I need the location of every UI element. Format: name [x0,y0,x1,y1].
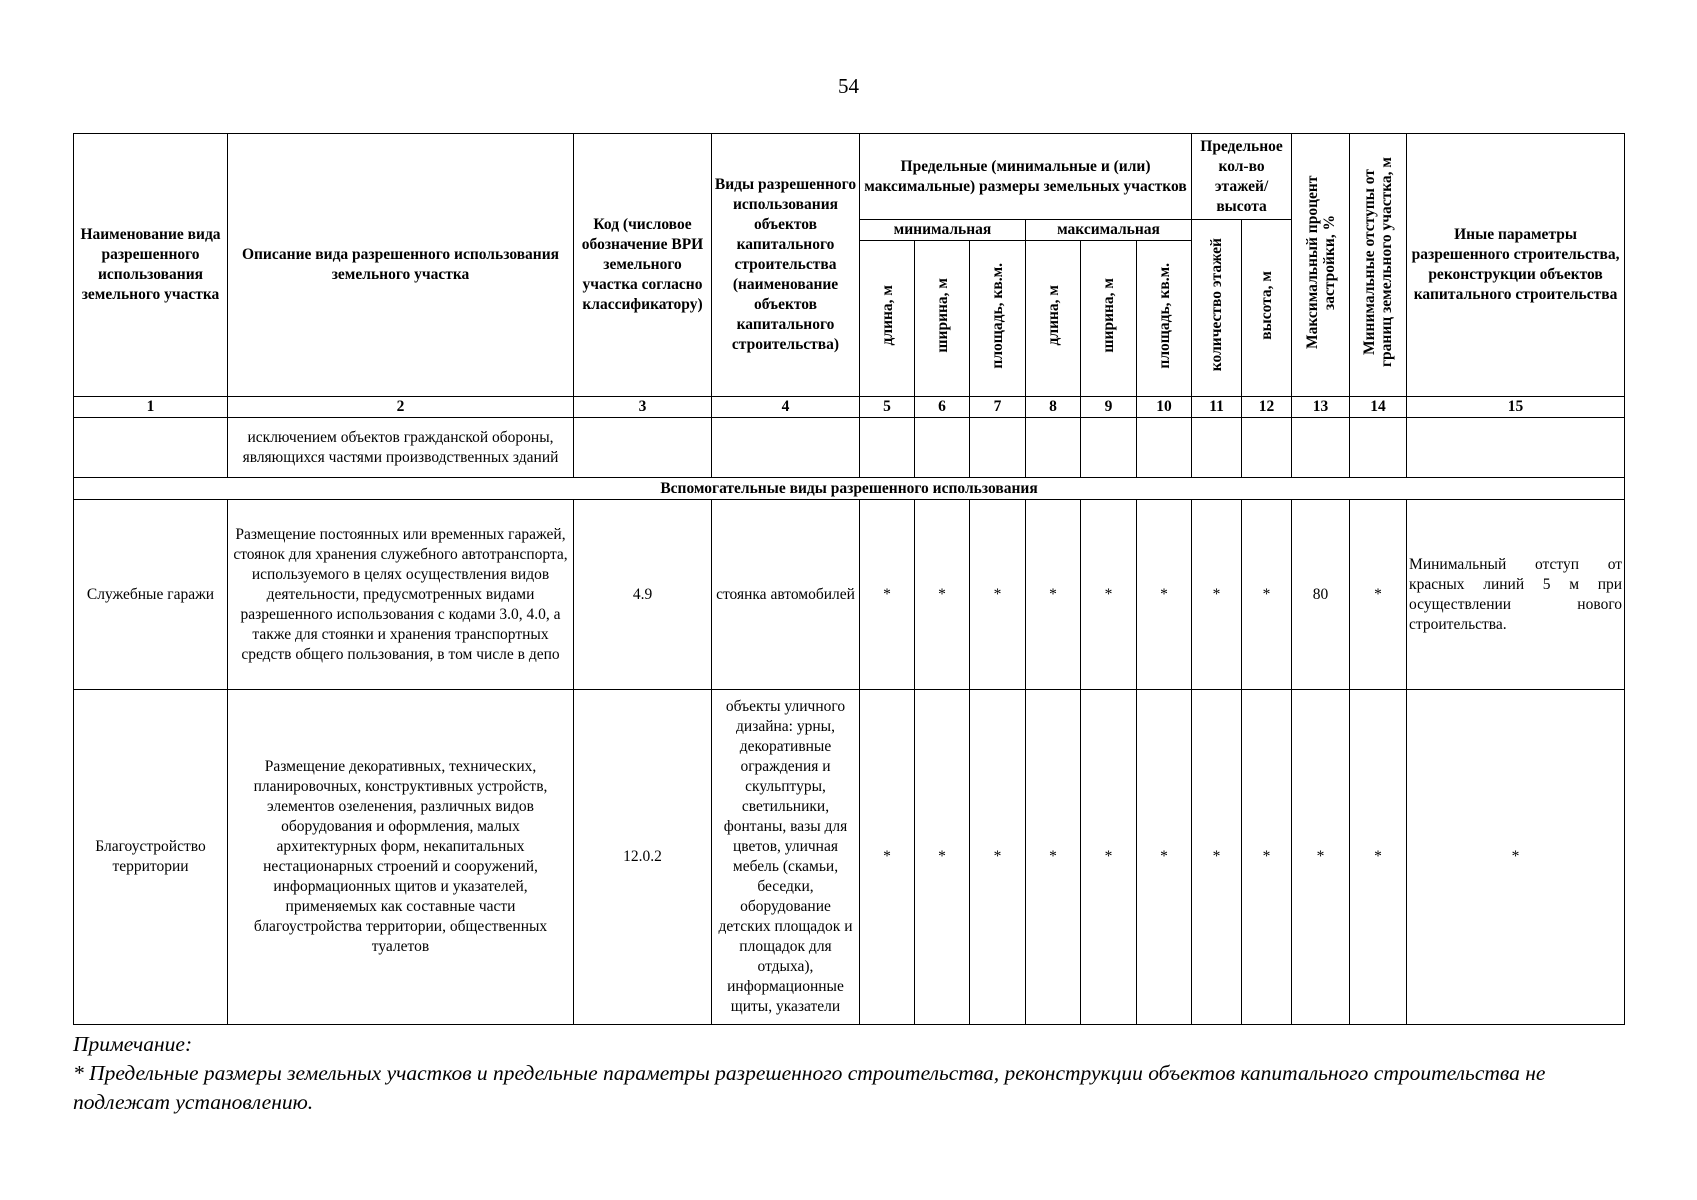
header-max-area: площадь, кв.м. [1137,241,1192,397]
header-min-width: ширина, м [915,241,970,397]
header-height [1242,220,1292,397]
row-code: 4.9 [574,500,712,690]
footnote [73,1030,1633,1117]
header-col14 [1350,134,1407,397]
table-row: Служебные гаражи Размещение постоянных или временных гаражей, стоянок для хранения служебного автотранспорта, используемого в целях осуществления видов деятельности, предусмотренных видами разрешенного использования с кодами 3.0, 4.0, а также для стоянки и хранения транспортных средств общего пользования, в том числе в депо 4.9 стоянка автомобилей * * * * * * * * 80 * Минимальный отступ от красных линий 5 м при осуществлении нового строительства. [74,500,1625,690]
header-min-length: длина, м [860,241,915,397]
column-number-row: 1 2 3 4 5 6 7 8 9 10 11 12 13 14 15 [74,397,1625,418]
header-height-text: высота, м [1258,270,1276,340]
header-col15: Иные параметры разрешенного строительства, реконструкции объектов капитального строительства [1407,134,1625,397]
header-group-sizes: Предельные (минимальные и (или) максимальные) размеры земельных участков [860,134,1192,220]
table-row: Благоустройство территории Размещение декоративных, технических, планировочных, конструктивных устройств, элементов озеленения, различных видов оборудования и оформления, малых архитектурных форм, некапитальных нестационарных строений и сооружений, информационных щитов и указателей, применяемых как составные части благоустройства территории, общественных туалетов 12.0.2 объекты уличного дизайна: урны, декоративные ограждения и скульптуры, светильники, фонтаны, вазы для цветов, уличная мебель (скамьи, беседки, оборудование детских площадок и площадок для отдыха), информационные щиты, указатели * * * * * * * * * * * [74,690,1625,1025]
row-description: Размещение декоративных, технических, планировочных, конструктивных устройств, элементов озеленения, различных видов оборудования и оформления, малых архитектурных форм, некапитальных нестационарных строений и сооружений, информационных щитов и указателей, применяемых как составные части благоустройства территории, общественных туалетов [228,690,574,1025]
header-max-length: длина, м [1026,241,1081,397]
page-number: 54 [838,74,859,98]
row-description: Размещение постоянных или временных гаражей, стоянок для хранения служебного автотранспорта, используемого в целях осуществления видов деятельности, предусмотренных видами разрешенного использования с кодами 3.0, 4.0, а также для стоянки и хранения транспортных средств общего пользования, в том числе в депо [228,500,574,690]
continuation-text: исключением объектов гражданской обороны, являющихся частями производственных зданий [228,418,574,478]
section-title: Вспомогательные виды разрешенного использования [74,478,1625,500]
section-header-row [74,478,1625,500]
row-name: Благоустройство территории [74,690,228,1025]
header-col14-text: Минимальные отступы от границ земельного участка, м [1361,157,1396,367]
header-col4: Виды разрешенного использования объектов капитального строительства (наименование объектов капитального строительства) [712,134,860,397]
header-floors-text: количество этажей [1208,238,1226,372]
header-min-area: площадь, кв.м. [970,241,1026,397]
row-other: Минимальный отступ от красных линий 5 м при осуществлении нового строительства. [1407,500,1625,690]
header-floors [1192,220,1242,397]
header-max-width: ширина, м [1081,241,1137,397]
header-col13-text: Максимальный процент застройки, % [1303,175,1338,349]
row-code: 12.0.2 [574,690,712,1025]
header-col13 [1292,134,1350,397]
row-other: * [1407,690,1625,1025]
row-name: Служебные гаражи [74,500,228,690]
continuation-row [74,418,1625,478]
header-group-floors: Предельное кол-во этажей/ высота [1192,134,1292,220]
header-col3: Код (числовое обозначение ВРИ земельного участка согласно классификатору) [574,134,712,397]
zoning-table [73,133,1625,1025]
header-col2: Описание вида разрешенного использования земельного участка [228,134,574,397]
footnote-text: * Предельные размеры земельных участков и предельные параметры разрешенного строительства, реконструкции объектов капитального строительства не подлежат установлению. [73,1061,1546,1114]
footnote-title: Примечание: [73,1032,193,1056]
header-col1: Наименование вида разрешенного использования земельного участка [74,134,228,397]
header-min: минимальная [860,220,1026,241]
header-max: максимальная [1026,220,1192,241]
row-objects: стоянка автомобилей [712,500,860,690]
row-objects: объекты уличного дизайна: урны, декоративные ограждения и скульптуры, светильники, фонтаны, вазы для цветов, уличная мебель (скамьи, беседки, оборудование детских площадок и площадок для отдыха), информационные щиты, указатели [712,690,860,1025]
